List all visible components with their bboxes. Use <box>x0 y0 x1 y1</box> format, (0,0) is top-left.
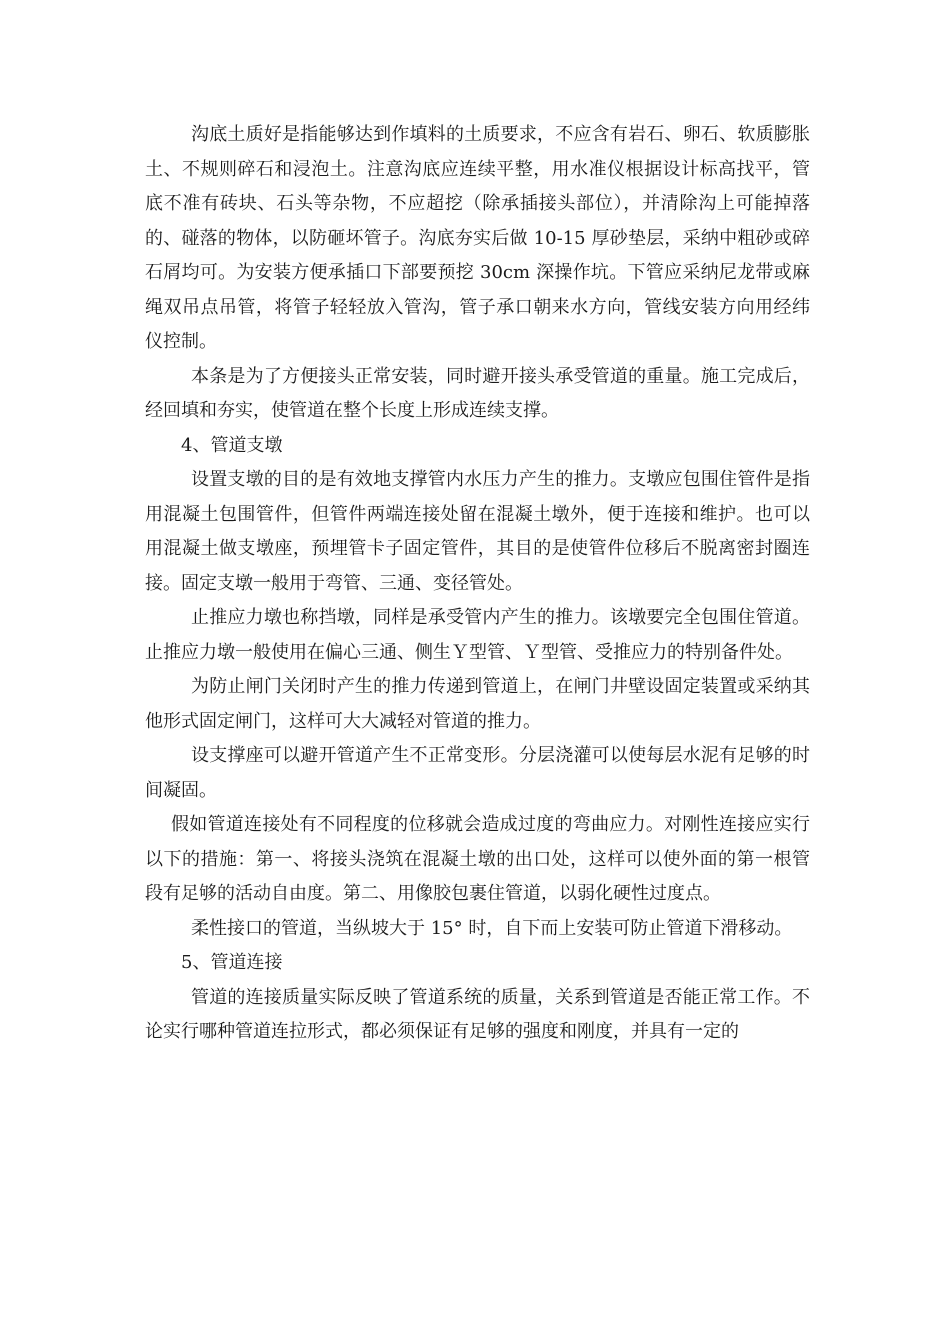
section-heading-pipe-connection: 5、管道连接 <box>181 952 283 973</box>
paragraph-support-seat: 设支撑座可以避开管道产生不正常变形。分层浇灌可以使每层水泥有足够的时间凝固。 <box>145 745 810 801</box>
paragraph-support-purpose: 设置支墩的目的是有效地支撑管内水压力产生的推力。支墩应包围住管件是指用混凝土包围管件，但管件两端连接处留在混凝土墩外，便于连接和维护。也可以用混凝土做支墩座，预埋管卡子固定管件，其目的是使管件位移后不脱离密封圈连接。固定支墩一般用于弯管、三通、变径管处。 <box>145 469 810 594</box>
document-body <box>145 118 810 1050</box>
paragraph-connection-quality: 管道的连接质量实际反映了管道系统的质量，关系到管道是否能正常工作。不论实行哪种管道连拉形式，都必须保证有足够的强度和刚度，并具有一定的 <box>145 986 810 1042</box>
paragraph-joint-installation: 本条是为了方便接头正常安装，同时避开接头承受管道的重量。施工完成后，经回填和夯实，使管道在整个长度上形成连续支撑。 <box>145 365 810 421</box>
paragraph-rigid-connection: 假如管道连接处有不同程度的位移就会造成过度的弯曲应力。对刚性连接应实行以下的措施：第一、将接头浇筑在混凝土墩的出口处，这样可以使外面的第一根管段有足够的活动自由度。第二、用像胶包裹住管道，以弱化硬性过度点。 <box>145 814 810 904</box>
section-heading-pipe-support: 4、管道支墩 <box>181 434 283 456</box>
paragraph-thrust-block: 止推应力墩也称挡墩，同样是承受管内产生的推力。该墩要完全包围住管道。止推应力墩一般使用在偏心三通、侧生Ｙ型管、Ｙ型管、受推应力的特别备件处。 <box>145 607 810 663</box>
paragraph-flexible-joint: 柔性接口的管道，当纵坡大于 15° 时，自下而上安装可防止管道下滑移动。 <box>191 917 793 939</box>
paragraph-trench-bottom: 沟底土质好是指能够达到作填料的土质要求，不应含有岩石、卵石、软质膨胀土、不规则碎石和浸泡土。注意沟底应连续平整，用水准仪根据设计标高找平，管底不准有砖块、石头等杂物，不应超挖（除承插接头部位），并清除沟上可能掉落的、碰落的物体，以防砸坏管子。沟底夯实后做 10-15 厚砂垫层，采纳中粗砂或碎石屑均可。为安装方便承插口下部要预挖 30cm 深操作坑。下管应采纳尼龙带或麻绳双吊点吊管，将管子轻轻放入管沟，管子承口朝来水方向，管线安装方向用经纬仪控制。 <box>145 124 810 352</box>
paragraph-valve-fixing: 为防止闸门关闭时产生的推力传递到管道上，在闸门井壁设固定装置或采纳其他形式固定闸门，这样可大大减轻对管道的推力。 <box>145 676 810 732</box>
